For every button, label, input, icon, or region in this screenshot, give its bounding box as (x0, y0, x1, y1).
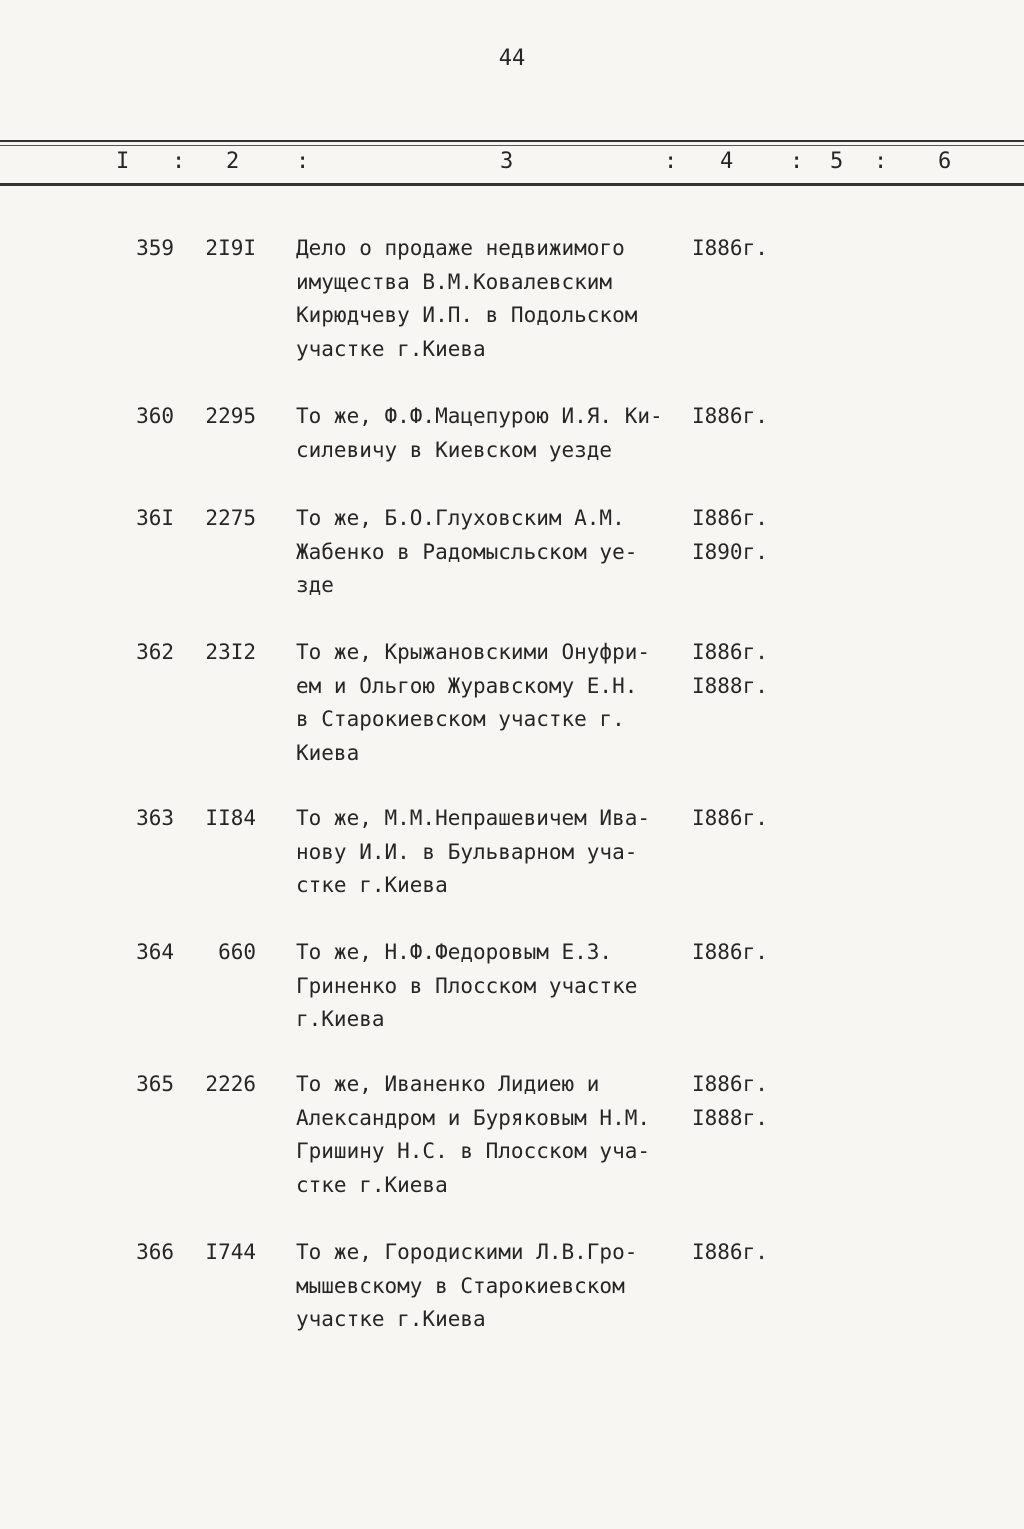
column-separator: : (664, 149, 678, 174)
record-date: I888г. (692, 673, 768, 698)
column-header-6: 6 (938, 149, 952, 174)
description-line: Жабенко в Радомысльском уе- (296, 539, 638, 564)
record-dates (692, 1068, 792, 1135)
description-line: силевичу в Киевском уезде (296, 437, 613, 462)
description-line: То же, Городискими Л.В.Гро- (296, 1240, 638, 1264)
header-rule-top (0, 140, 1024, 142)
record-code: 2295 (205, 404, 256, 428)
column-separator: : (172, 149, 186, 174)
column-header-5: 5 (830, 149, 844, 174)
record-code: 2275 (205, 506, 256, 530)
description-line: Кирюдчеву И.П. в Подольском (296, 303, 638, 327)
record-date: I886г. (692, 640, 768, 664)
record-number: 360 (136, 404, 174, 428)
description-line: стке г.Киева (296, 873, 448, 897)
description-line: участке г.Киева (296, 336, 486, 361)
record-date: I886г. (692, 940, 768, 964)
record-code: 23I2 (205, 640, 256, 664)
record-dates (692, 636, 792, 703)
record-number: 359 (136, 236, 174, 260)
record-code: 2226 (205, 1072, 256, 1096)
record-description (296, 802, 696, 903)
column-header-3: 3 (500, 149, 514, 174)
description-line: То же, Н.Ф.Федоровым Е.З. (296, 940, 613, 964)
column-separator: : (296, 149, 310, 174)
description-line: То же, Иваненко Лидиею и (296, 1072, 600, 1096)
description-line: мышевскому в Старокиевском (296, 1273, 625, 1298)
record-description (296, 232, 696, 366)
page-number: 44 (498, 46, 526, 71)
record-code: 2I9I (205, 236, 256, 260)
record-description (296, 1068, 696, 1202)
column-header-1: I (116, 149, 130, 174)
record-number: 36I (136, 506, 174, 530)
description-line: То же, Б.О.Глуховским А.М. (296, 506, 625, 530)
description-line: То же, М.М.Непрашевичем Ива- (296, 806, 651, 830)
description-line: ем и Ольгою Журавскому Е.Н. (296, 673, 638, 698)
description-line: То же, Крыжановскими Онуфри- (296, 640, 651, 664)
record-dates (692, 936, 792, 970)
record-date: I886г. (692, 236, 768, 260)
description-line: имущества В.М.Ковалевским (296, 269, 613, 294)
description-line: нову И.И. в Бульварном уча- (296, 839, 638, 864)
header-rule-bottom (0, 183, 1024, 186)
record-dates (692, 1236, 792, 1270)
description-line: Дело о продаже недвижимого (296, 236, 625, 260)
record-date: I886г. (692, 1072, 768, 1096)
column-header-2: 2 (226, 149, 240, 174)
record-date: I890г. (692, 539, 768, 564)
record-number: 363 (136, 806, 174, 830)
description-line: Гриненко в Плосском участке (296, 973, 638, 998)
record-dates (692, 502, 792, 569)
record-code: 660 (218, 940, 256, 964)
record-number: 362 (136, 640, 174, 664)
record-number: 365 (136, 1072, 174, 1096)
description-line: г.Киева (296, 1007, 385, 1031)
description-line: в Старокиевском участке г. (296, 707, 625, 731)
column-header-4: 4 (720, 149, 734, 174)
record-description (296, 502, 696, 603)
record-description (296, 400, 696, 467)
record-description (296, 636, 696, 770)
record-description (296, 1236, 696, 1337)
description-line: стке г.Киева (296, 1172, 448, 1197)
description-line: Гришину Н.С. в Плосском уча- (296, 1139, 651, 1163)
description-line: участке г.Киева (296, 1307, 486, 1331)
description-line: Киева (296, 740, 360, 765)
record-number: 364 (136, 940, 174, 964)
record-date: I886г. (692, 806, 768, 830)
record-date: I886г. (692, 404, 768, 428)
record-number: 366 (136, 1240, 174, 1264)
record-date: I886г. (692, 1240, 768, 1264)
record-description (296, 936, 696, 1037)
record-date: I886г. (692, 506, 768, 530)
column-separator: : (874, 149, 888, 174)
record-dates (692, 400, 792, 434)
column-separator: : (790, 149, 804, 174)
description-line: То же, Ф.Ф.Мацепурою И.Я. Ки- (296, 404, 663, 428)
header-rule-top-thin (0, 145, 1024, 146)
record-code: I744 (205, 1240, 256, 1264)
description-line: зде (296, 573, 334, 597)
description-line: Александром и Буряковым Н.М. (296, 1105, 651, 1130)
record-dates (692, 802, 792, 836)
record-code: II84 (205, 806, 256, 830)
record-date: I888г. (692, 1105, 768, 1130)
record-dates (692, 232, 792, 266)
